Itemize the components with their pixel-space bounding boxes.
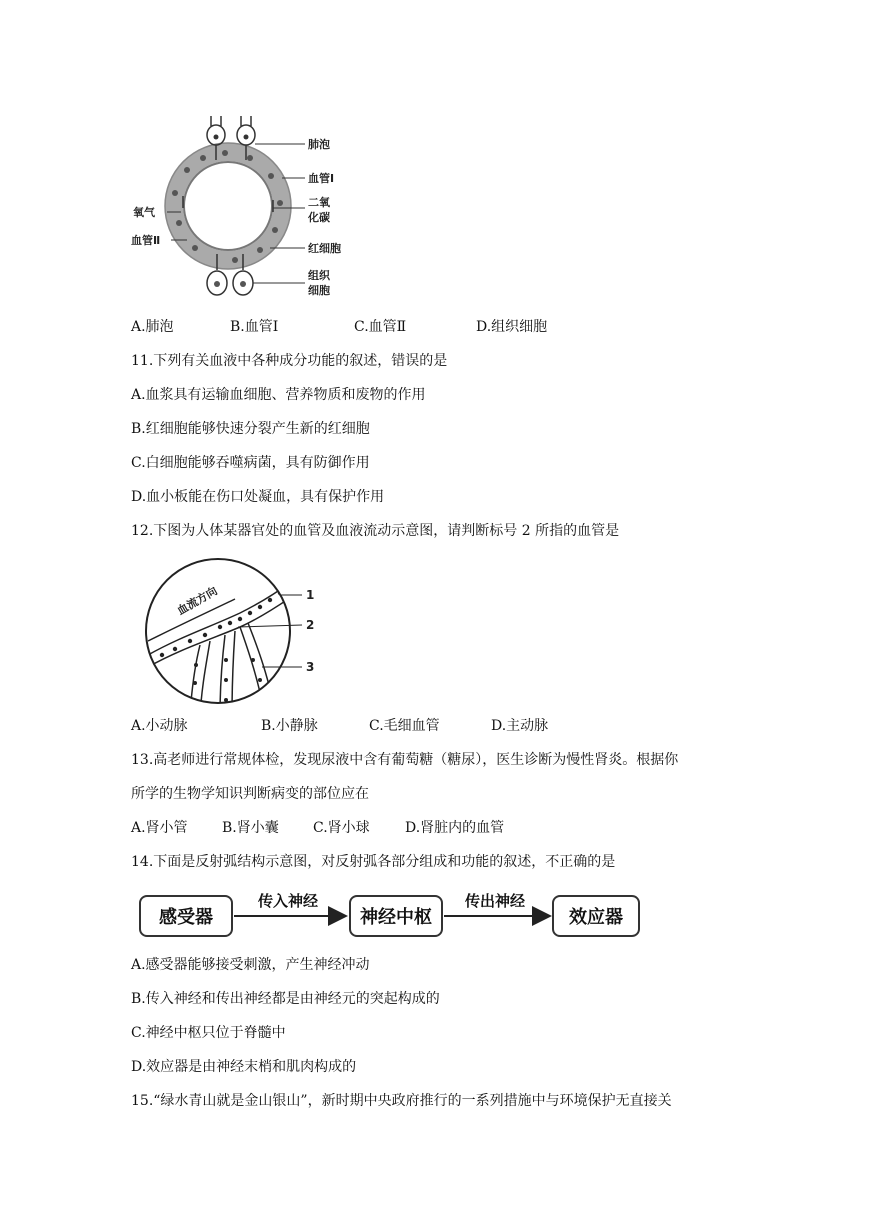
label-2: 2	[306, 618, 315, 632]
q12-option-b: B.小静脉	[261, 718, 318, 734]
label-red-cell: 红细胞	[308, 242, 341, 255]
q12-stem: 12.下图为人体某器官处的血管及血液流动示意图，请判断标号 2 所指的血管是	[131, 523, 620, 539]
q13-option-d: D.肾脏内的血管	[405, 820, 505, 836]
q10-option-b: B.血管Ⅰ	[230, 319, 279, 335]
q12-options	[131, 716, 548, 736]
vessel-ring	[174, 152, 282, 260]
afferent-nerve-text: 传入神经	[257, 892, 319, 910]
label-1: 1	[306, 588, 315, 602]
label-oxygen: 氧气	[133, 206, 155, 219]
q11-option-b: B.红细胞能够快速分裂产生新的红细胞	[131, 421, 370, 437]
label-vessel-2: 血管Ⅱ	[131, 234, 161, 247]
q10-option-a: A.肺泡	[131, 319, 174, 335]
q10-option-d: D.组织细胞	[476, 319, 548, 335]
receptor-text: 感受器	[159, 907, 213, 928]
q11-option-c: C.白细胞能够吞噬病菌，具有防御作用	[131, 455, 370, 471]
label-vessel-1: 血管Ⅰ	[308, 172, 335, 185]
label-alveolus: 肺泡	[308, 138, 330, 151]
q13-option-b: B.肾小囊	[222, 820, 279, 836]
label-co2-2: 化碳	[308, 211, 330, 224]
reflex-arc-diagram	[138, 884, 643, 944]
q13-options	[131, 818, 504, 838]
nerve-center-text: 神经中枢	[360, 907, 432, 928]
q11-option-d: D.血小板能在伤口处凝血，具有保护作用	[131, 489, 385, 505]
efferent-nerve-text: 传出神经	[464, 892, 526, 910]
q13-stem-line2: 所学的生物学知识判断病变的部位应在	[131, 786, 369, 802]
alveolus-vessel-diagram	[125, 108, 365, 300]
q11-stem: 11.下列有关血液中各种成分功能的叙述，错误的是	[131, 353, 448, 369]
q14-stem: 14.下面是反射弧结构示意图，对反射弧各部分组成和功能的叙述，不正确的是	[131, 854, 616, 870]
q10-options	[131, 317, 547, 337]
q12-option-a: A.小动脉	[131, 718, 188, 734]
label-3: 3	[306, 660, 315, 674]
q11-option-a: A.血浆具有运输血细胞、营养物质和废物的作用	[131, 387, 426, 403]
flow-direction-label: 血流方向	[175, 584, 220, 618]
q10-option-c: C.血管Ⅱ	[354, 319, 407, 335]
blood-vessel-diagram	[140, 555, 330, 707]
q14-option-b: B.传入神经和传出神经都是由神经元的突起构成的	[131, 991, 440, 1007]
q14-option-d: D.效应器是由神经末梢和肌肉构成的	[131, 1059, 357, 1075]
q13-option-a: A.肾小管	[131, 820, 188, 836]
q14-option-a: A.感受器能够接受刺激，产生神经冲动	[131, 957, 370, 973]
q14-option-c: C.神经中枢只位于脊髓中	[131, 1025, 286, 1041]
q12-option-d: D.主动脉	[491, 718, 549, 734]
q13-stem-line1: 13.高老师进行常规体检，发现尿液中含有葡萄糖（糖尿），医生诊断为慢性肾炎。根据你	[131, 752, 679, 768]
q13-option-c: C.肾小球	[313, 820, 370, 836]
q12-option-c: C.毛细血管	[369, 718, 440, 734]
label-tissue-2: 细胞	[308, 284, 330, 297]
effector-text: 效应器	[569, 907, 623, 928]
label-co2-1: 二氧	[308, 196, 330, 209]
label-tissue-1: 组织	[308, 269, 330, 282]
q15-stem: 15.“绿水青山就是金山银山”，新时期中央政府推行的一系列措施中与环境保护无直接关	[131, 1093, 672, 1109]
